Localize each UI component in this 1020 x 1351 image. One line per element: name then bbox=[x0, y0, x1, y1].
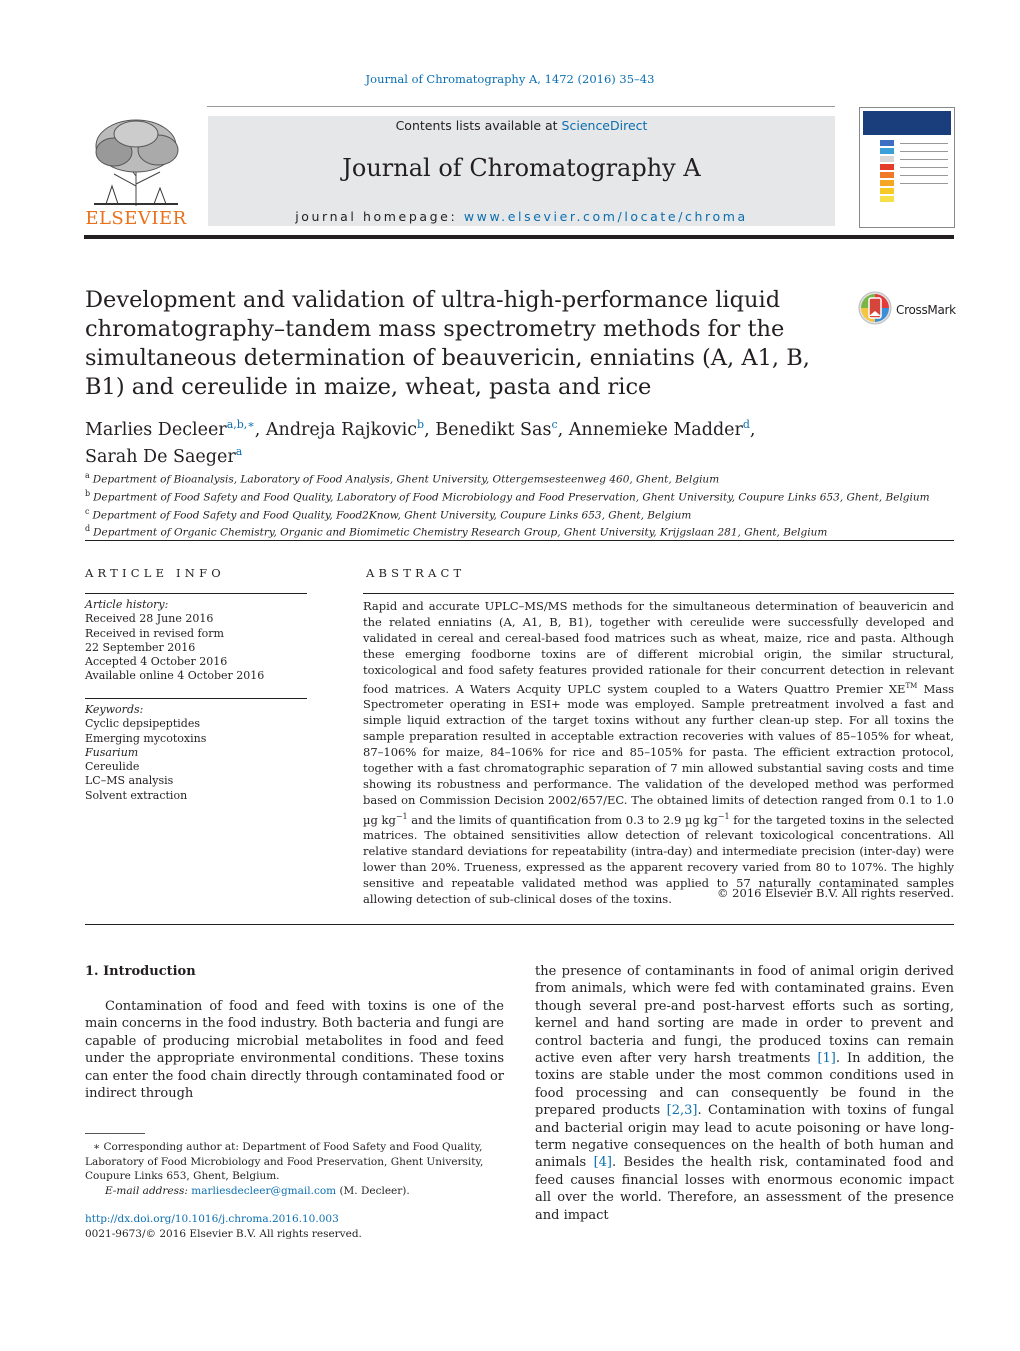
keyword: Cyclic depsipeptides bbox=[85, 717, 200, 731]
author-separator: , bbox=[749, 419, 756, 440]
cover-bar bbox=[880, 140, 894, 146]
cover-line bbox=[900, 167, 948, 168]
affiliation-label: c bbox=[85, 506, 90, 516]
author-name: Andreja Rajkovic bbox=[265, 419, 418, 440]
author-affiliation-link[interactable]: d bbox=[742, 418, 750, 431]
affiliation-text: Department of Food Safety and Food Quality, Laboratory of Food Microbiology and Food Preservation, Ghent University, Coupure Links 653, Ghent, Belgium bbox=[93, 491, 930, 504]
trademark-sup: TM bbox=[905, 681, 918, 690]
unit-sup: −1 bbox=[717, 811, 730, 821]
article-info-heading: ARTICLE INFO bbox=[85, 566, 225, 580]
journal-citation[interactable]: Journal of Chromatography A, 1472 (2016) 35–43 bbox=[365, 72, 655, 86]
article-history bbox=[85, 598, 307, 684]
sciencedirect-link[interactable]: ScienceDirect bbox=[561, 118, 648, 133]
cover-bar bbox=[880, 148, 894, 154]
affiliation bbox=[85, 469, 955, 487]
author-name: Benedikt Sas bbox=[435, 419, 552, 440]
elsevier-wordmark: ELSEVIER bbox=[85, 208, 187, 229]
citation-link[interactable]: [1] bbox=[817, 1051, 836, 1067]
affiliation-label: a bbox=[85, 471, 90, 480]
section-heading-introduction: 1. Introduction bbox=[85, 964, 196, 979]
keyword: Cereulide bbox=[85, 760, 140, 774]
abstract-text: for the targeted toxins in the selected matrices. The obtained sensitivities allow detection of relevant toxicological concentrations. All relative standard deviations for repeatability (intra-day) and intermediate precision (inter-day) were lower than 20%. Trueness, expressed as the apparent recovery varied from 80 to 107%. The highly sensitive and repeatable validated method was applied to 57 naturally contaminated samples allowing detection of sub-clinical doses of the toxins. bbox=[363, 812, 954, 906]
crossmark-label: CrossMark bbox=[896, 303, 956, 317]
homepage-link[interactable]: www.elsevier.com/locate/chroma bbox=[463, 209, 748, 224]
abstract-body bbox=[363, 599, 954, 908]
author bbox=[266, 420, 435, 440]
keywords bbox=[85, 703, 307, 803]
cover-bar bbox=[880, 156, 894, 162]
elsevier-tree-icon bbox=[84, 116, 188, 208]
body-divider bbox=[85, 924, 954, 925]
crossmark-icon bbox=[858, 291, 892, 325]
author-name: Marlies Decleer bbox=[85, 419, 227, 440]
abstract-heading: ABSTRACT bbox=[366, 566, 466, 580]
history-label: Article history: bbox=[85, 598, 169, 611]
affiliation-text: Department of Food Safety and Food Quality, Food2Know, Ghent University, Coupure Links 653, Ghent, Belgium bbox=[92, 509, 692, 522]
footnote-divider bbox=[85, 1133, 145, 1134]
section-divider bbox=[85, 540, 954, 541]
body-text: . In addition, the toxins are stable under the most common conditions used in food processing and can consequently be found in the prepared products bbox=[535, 1051, 955, 1119]
article-title: Development and validation of ultra-high-performance liquid chromatography–tandem mass spectrometry methods for the simultaneous determination of beauvericin, enniatins (A, A1, B, B1) and cereulide in maize, wheat, pasta and rice bbox=[85, 287, 810, 400]
cover-bar bbox=[880, 172, 894, 178]
cover-line bbox=[900, 159, 948, 160]
email-link[interactable]: marliesdecleer@gmail.com bbox=[191, 1184, 337, 1197]
author bbox=[435, 420, 569, 440]
journal-banner bbox=[208, 116, 835, 226]
affiliation bbox=[85, 487, 955, 505]
article-info-divider bbox=[85, 593, 307, 594]
contents-line bbox=[208, 118, 835, 133]
history-item: 22 September 2016 bbox=[85, 640, 196, 654]
keyword: Solvent extraction bbox=[85, 788, 188, 802]
cover-bar bbox=[880, 196, 894, 202]
cover-bar bbox=[880, 180, 894, 186]
author bbox=[85, 420, 266, 440]
homepage-line bbox=[208, 209, 835, 224]
intro-paragraph-left: Contamination of food and feed with toxins is one of the main concerns in the food industry. Both bacteria and fungi are capable of producing microbial metabolites in food and feed under the appropriate environmental conditions. These toxins can enter the food chain directly through contaminated food or indirect through bbox=[85, 999, 504, 1102]
author-affiliation-link[interactable]: a,b,∗ bbox=[226, 418, 255, 431]
citation-link[interactable]: [4] bbox=[593, 1155, 612, 1171]
journal-cover-thumbnail[interactable] bbox=[859, 107, 955, 228]
author-name: Annemieke Madder bbox=[568, 419, 743, 440]
footnote-star: ∗ bbox=[93, 1141, 101, 1153]
cover-header bbox=[863, 111, 951, 135]
doi-link[interactable]: http://dx.doi.org/10.1016/j.chroma.2016.10.003 bbox=[85, 1213, 339, 1225]
author-separator: , bbox=[424, 419, 436, 440]
author-list bbox=[85, 414, 945, 468]
abstract-divider bbox=[363, 593, 954, 594]
unit-sup: −1 bbox=[395, 811, 408, 821]
elsevier-logo bbox=[84, 116, 188, 228]
author-name: Sarah De Saeger bbox=[85, 446, 236, 467]
keyword: Fusarium bbox=[85, 745, 139, 759]
abstract-text: Mass Spectrometer operating in ESI+ mode was employed. Sample pretreatment involved a fast and simple liquid extraction of the target toxins without any further clean-up step. For all toxins the sample preparation resulted in acceptable extraction recoveries with values of 85–105% for wheat, 87–106% for maize, 84–106% for rice and 85–105% for pasta. The efficient extraction protocol, together with a fast chromatographic separation of 7 min allowed substantial saving costs and time showing its robustness and performance. The validation of the developed method was performed based on Commission Decision 2002/657/EC. The obtained limits of detection ranged from 0.1 to 1.0 µg kg bbox=[363, 681, 954, 827]
keywords-label: Keywords: bbox=[85, 703, 144, 716]
author-separator: , bbox=[254, 419, 266, 440]
affiliation bbox=[85, 522, 955, 540]
homepage-prefix: journal homepage: bbox=[295, 209, 464, 224]
affiliation-text: Department of Organic Chemistry, Organic and Biomimetic Chemistry Research Group, Ghent University, Krijgslaan 281, Ghent, Belgium bbox=[93, 526, 828, 539]
contents-prefix: Contents lists available at bbox=[395, 118, 562, 133]
body-text: the presence of contaminants in food of animal origin derived from animals, which were fed with contaminated grains. Even though several pre-and post-harvest efforts such as sorting, kernel and hand sorting are made in order to prevent and control bacteria and fungi, the produced toxins can remain active even after very harsh treatments bbox=[535, 964, 954, 1067]
corresponding-text: Corresponding author at: Department of Food Safety and Food Quality, Laboratory of Food Microbiology and Food Preservation, Ghent University, Coupure Links 653, Ghent, Belgium. bbox=[85, 1141, 484, 1182]
cover-bar bbox=[880, 188, 894, 194]
citation-link[interactable]: [2,3] bbox=[666, 1103, 698, 1119]
cover-line bbox=[900, 183, 948, 184]
body-text: . Besides the health risk, contaminated food and feed causes financial losses with enormous economic impact all over the world. Therefore, an assessment of the presence and impact bbox=[535, 1155, 954, 1223]
author-separator: , bbox=[557, 419, 569, 440]
history-item: Received 28 June 2016 bbox=[85, 612, 214, 626]
abstract-text: Rapid and accurate UPLC–MS/MS methods for the simultaneous determination of beauvericin and the related enniatins (A, A1, B, B1), together with cereulide were successfully developed and validated in cereal and cereal-based food matrices such as wheat, maize, rice and pasta. Although these emerging foodborne toxins are of different microbial origin, the similar structural, toxicological and food safety features provided rationale for their concurrent detection in relevant food matrices. A Waters Acquity UPLC system coupled to a Waters Quattro Premier XE bbox=[363, 599, 954, 696]
email-label: E-mail address: bbox=[105, 1184, 192, 1197]
email-suffix: (M. Decleer). bbox=[336, 1184, 410, 1197]
affiliation bbox=[85, 505, 955, 523]
abstract-copyright: © 2016 Elsevier B.V. All rights reserved. bbox=[717, 886, 954, 900]
cover-line bbox=[900, 143, 948, 144]
history-item: Received in revised form bbox=[85, 626, 224, 640]
cover-line bbox=[900, 175, 948, 176]
journal-name: Journal of Chromatography A bbox=[342, 154, 701, 182]
author bbox=[569, 420, 756, 440]
intro-paragraph-right bbox=[535, 963, 954, 1224]
doi-block bbox=[85, 1212, 362, 1241]
author bbox=[85, 444, 243, 467]
author-affiliation-link[interactable]: c bbox=[551, 418, 558, 431]
header-divider bbox=[207, 106, 835, 107]
cover-bar bbox=[880, 164, 894, 170]
body-text: . Contamination with toxins of fungal and bacterial origin may lead to acute poisoning or have long-term negative consequences on the health of both human and animals bbox=[535, 1103, 955, 1171]
affiliations bbox=[85, 469, 955, 540]
email-line bbox=[85, 1184, 504, 1199]
header-rule bbox=[84, 235, 954, 239]
author-affiliation-link[interactable]: b bbox=[417, 418, 425, 431]
issn-line: 0021-9673/© 2016 Elsevier B.V. All rights reserved. bbox=[85, 1227, 362, 1240]
history-item: Accepted 4 October 2016 bbox=[85, 655, 228, 669]
abstract-text: and the limits of quantification from 0.3 to 2.9 µg kg bbox=[407, 812, 718, 827]
keyword: Emerging mycotoxins bbox=[85, 731, 207, 745]
author-affiliation-link[interactable]: a bbox=[235, 444, 243, 458]
keyword: LC–MS analysis bbox=[85, 774, 174, 788]
cover-line bbox=[900, 151, 948, 152]
keywords-divider bbox=[85, 698, 307, 699]
affiliation-text: Department of Bioanalysis, Laboratory of Food Analysis, Ghent University, Ottergemsesteenweg 460, Ghent, Belgium bbox=[92, 473, 720, 486]
corresponding-note bbox=[85, 1140, 504, 1184]
corresponding-author-footnote bbox=[85, 1140, 504, 1198]
history-item: Available online 4 October 2016 bbox=[85, 669, 265, 683]
affiliation-label: b bbox=[85, 488, 91, 498]
crossmark-badge[interactable] bbox=[858, 291, 958, 331]
affiliation-label: d bbox=[85, 524, 91, 534]
